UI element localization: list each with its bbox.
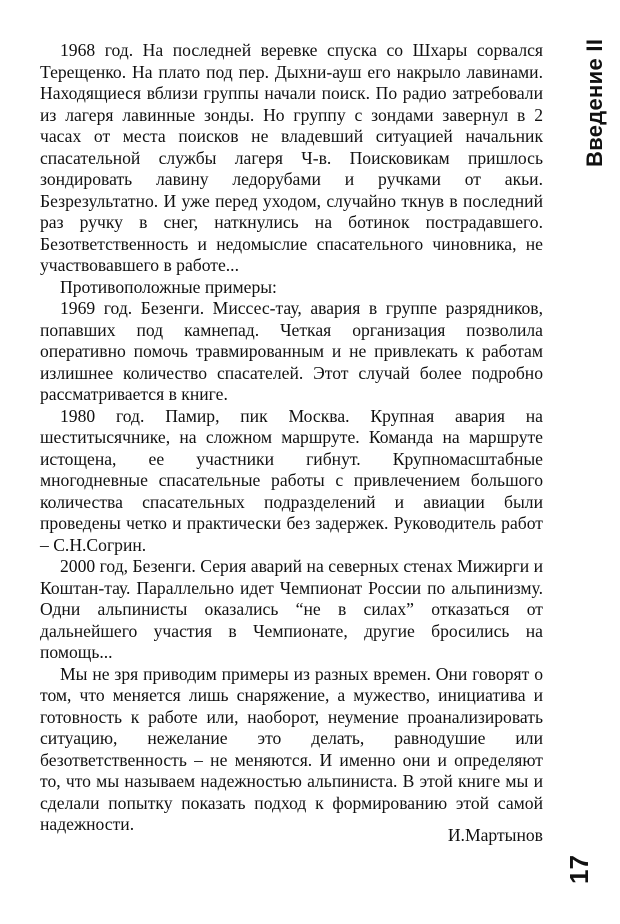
paragraph-conclusion: Мы не зря приводим примеры из разных времен. Они говорят о том, что меняется лишь снаряжение, а мужество, инициатива и готовность к работе или, наоборот, неумение проанализировать ситуацию, нежелание это делать, равнодушие или безответственность – не меняются. И именно они и определяют то, что мы называем надежностью альпиниста. В этой книге мы и сделали попытку показать подход к формированию этой самой надежности. [40,663,543,834]
paragraph-1969: 1969 год. Безенги. Миссес-тау, авария в группе разрядников, попавших под камнепад. Четкая организация позволила оперативно помочь травмированным и не привлекать к работам излишнее количество спасателей. Этот случай более подробно рассматривается в книге. [40,298,543,404]
section-label: Введение II [582,38,607,167]
paragraph-1980: 1980 год. Памир, пик Москва. Крупная авария на шеститысячнике, на сложном маршруте. Команда на маршруте истощена, ее участники гибнут. Крупномасштабные многодневные спасательные работы с привлечением большого количества спасательных подразделений и авиации были проведены четко и практически без задержек. Руководитель работ – С.Н.Согрин. [40,405,543,555]
page-number: 17 [564,855,594,884]
author-signature: И.Мартынов [447,825,543,845]
body-text [40,40,543,836]
paragraph-2000: 2000 год, Безенги. Серия аварий на северных стенах Мижирги и Коштан-тау. Параллельно идет Чемпионат России по альпинизму. Одни альпинисты оказались “не в силах” отказаться от дальнейшего участия в Чемпионате, другие бросились на помощь... [40,556,543,662]
paragraph-counter-examples: Противоположные примеры: [60,276,277,297]
paragraph-1968: 1968 год. На последней веревке спуска со Шхары сорвался Терещенко. На плато под пер. Дыхни-ауш его накрыло лавинами. Находящиеся вблизи группы начали поиск. По радио затребовали из лагеря лавинные зонды. Но группу с зондами завернул в 2 часах от места поисков не владевший ситуацией начальник спасательной службы лагеря Ч-в. Поисковикам пришлось зондировать лавину ледорубами и ручками от акьи. Безрезультатно. И уже перед уходом, случайно ткнув в последний раз ручку в снег, наткнулись на ботинок пострадавшего. Безответственность и недомыслие спасательного чиновника, не участвовавшего в работе... [40,40,543,275]
